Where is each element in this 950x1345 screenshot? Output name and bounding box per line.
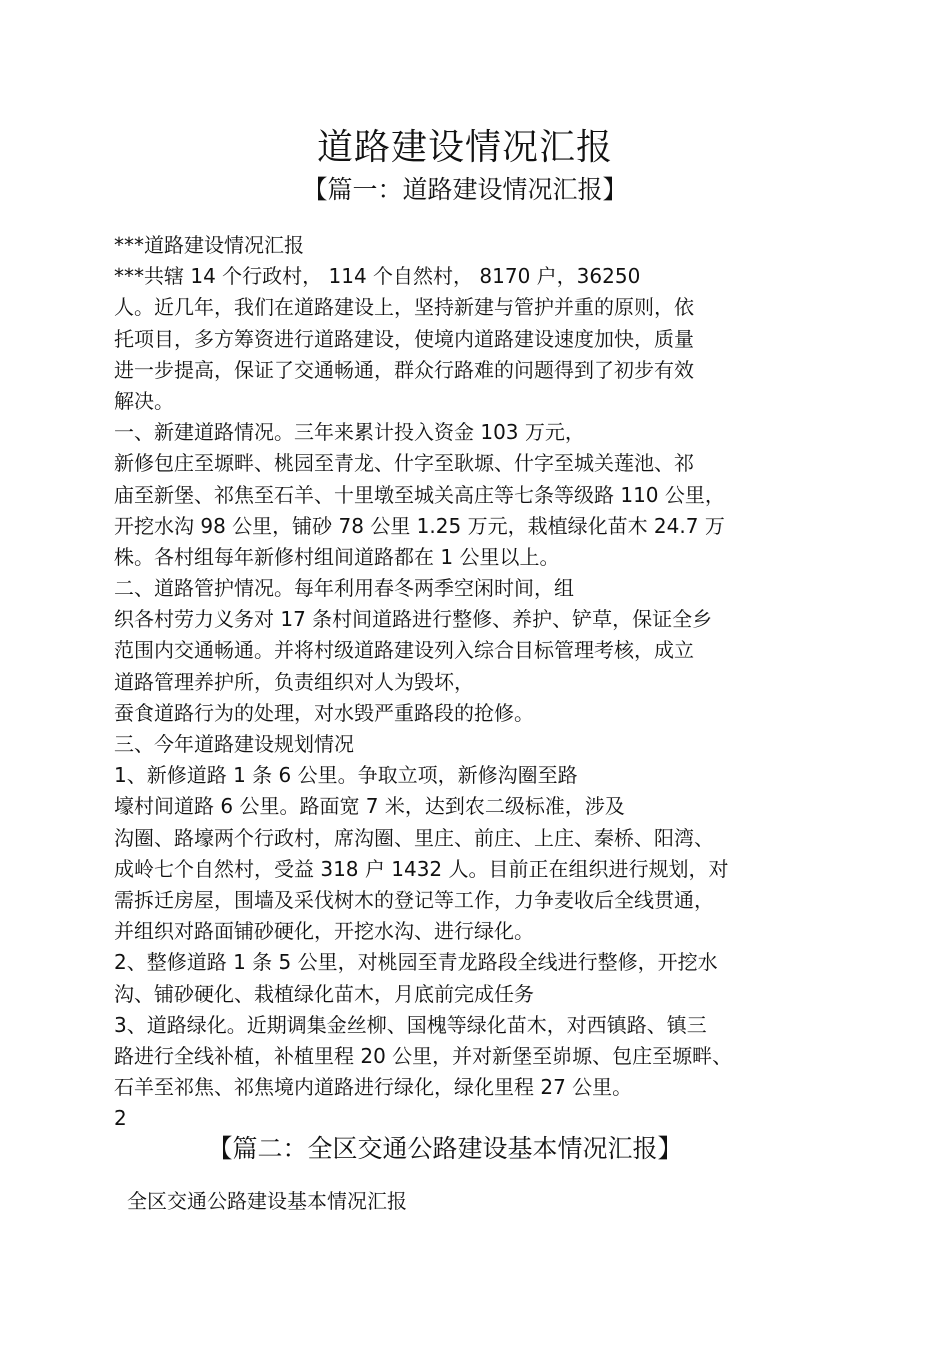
body-line: 一、新建道路情况。三年来累计投入资金 103 万元， <box>114 420 585 445</box>
document-title: 道路建设情况汇报 <box>316 127 613 168</box>
body-line: 需拆迁房屋，围墙及采伐树木的登记等工作，力争麦收后全线贯通， <box>114 887 714 912</box>
section-2-heading: 【篇二：全区交通公路建设基本情况汇报】 <box>207 1134 683 1163</box>
body-line: 蚕食道路行为的处理，对水毁严重路段的抢修。 <box>114 700 534 725</box>
body-line: 托项目，多方筹资进行道路建设，使境内道路建设速度加快，质量 <box>114 326 694 351</box>
body-line: 株。各村组每年新修村组间道路都在 1 公里以上。 <box>114 544 560 569</box>
body-line: 三、今年道路建设规划情况 <box>114 732 354 756</box>
body-line: 成岭七个自然村，受益 318 户 1432 人。目前正在组织进行规划，对 <box>114 856 729 881</box>
body-line: 1、新修道路 1 条 6 公里。争取立项，新修沟圈至路 <box>114 763 578 788</box>
body-line: 沟、铺砂硬化、栽植绿化苗木，月底前完成任务 <box>114 981 534 1006</box>
body-line: 壕村间道路 6 公里。路面宽 7 米，达到农二级标准，涉及 <box>114 794 625 819</box>
body-line: 解决。 <box>114 388 174 413</box>
section-2-subtitle: 全区交通公路建设基本情况汇报 <box>127 1189 407 1213</box>
body-line: 石羊至祁焦、祁焦境内道路进行绿化，绿化里程 27 公里。 <box>114 1075 633 1100</box>
body-line: 庙至新堡、祁焦至石羊、十里墩至城关高庄等七条等级路 110 公里， <box>114 482 725 507</box>
body-line: 3、道路绿化。近期调集金丝柳、国槐等绿化苗木，对西镇路、镇三 <box>114 1012 707 1037</box>
page-number: 2 <box>114 1106 127 1131</box>
body-line: 路进行全线补植，补植里程 20 公里，并对新堡至峁塬、包庄至塬畔、 <box>114 1043 733 1068</box>
body-line: 道路管理养护所，负责组织对人为毁坏， <box>114 669 474 694</box>
section-1-body <box>114 230 874 1134</box>
section-1-heading: 【篇一：道路建设情况汇报】 <box>302 175 628 204</box>
body-line: 人。近几年，我们在道路建设上，坚持新建与管护并重的原则，依 <box>114 295 694 320</box>
body-line: 进一步提高，保证了交通畅通，群众行路难的问题得到了初步有效 <box>114 357 694 382</box>
body-line: 二、道路管护情况。每年利用春冬两季空闲时间，组 <box>114 576 574 601</box>
body-line: 沟圈、路壕两个行政村，席沟圈、里庄、前庄、上庄、秦桥、阳湾、 <box>114 825 714 850</box>
body-line: ***共辖 14 个行政村， 114 个自然村， 8170 户，36250 <box>114 264 641 289</box>
body-line: 范围内交通畅通。并将村级道路建设列入综合目标管理考核，成立 <box>114 638 694 663</box>
body-line: 2、整修道路 1 条 5 公里，对桃园至青龙路段全线进行整修，开挖水 <box>114 950 718 975</box>
body-line: 新修包庄至塬畔、桃园至青龙、什字至耿塬、什字至城关莲池、祁 <box>114 451 694 476</box>
body-line: 开挖水沟 98 公里，铺砂 78 公里 1.25 万元，栽植绿化苗木 24.7 万 <box>114 513 725 538</box>
body-line: 并组织对路面铺砂硬化，开挖水沟、进行绿化。 <box>114 919 534 944</box>
body-line: 织各村劳力义务对 17 条村间道路进行整修、养护、铲草，保证全乡 <box>114 607 713 632</box>
body-line: ***道路建设情况汇报 <box>114 233 304 257</box>
